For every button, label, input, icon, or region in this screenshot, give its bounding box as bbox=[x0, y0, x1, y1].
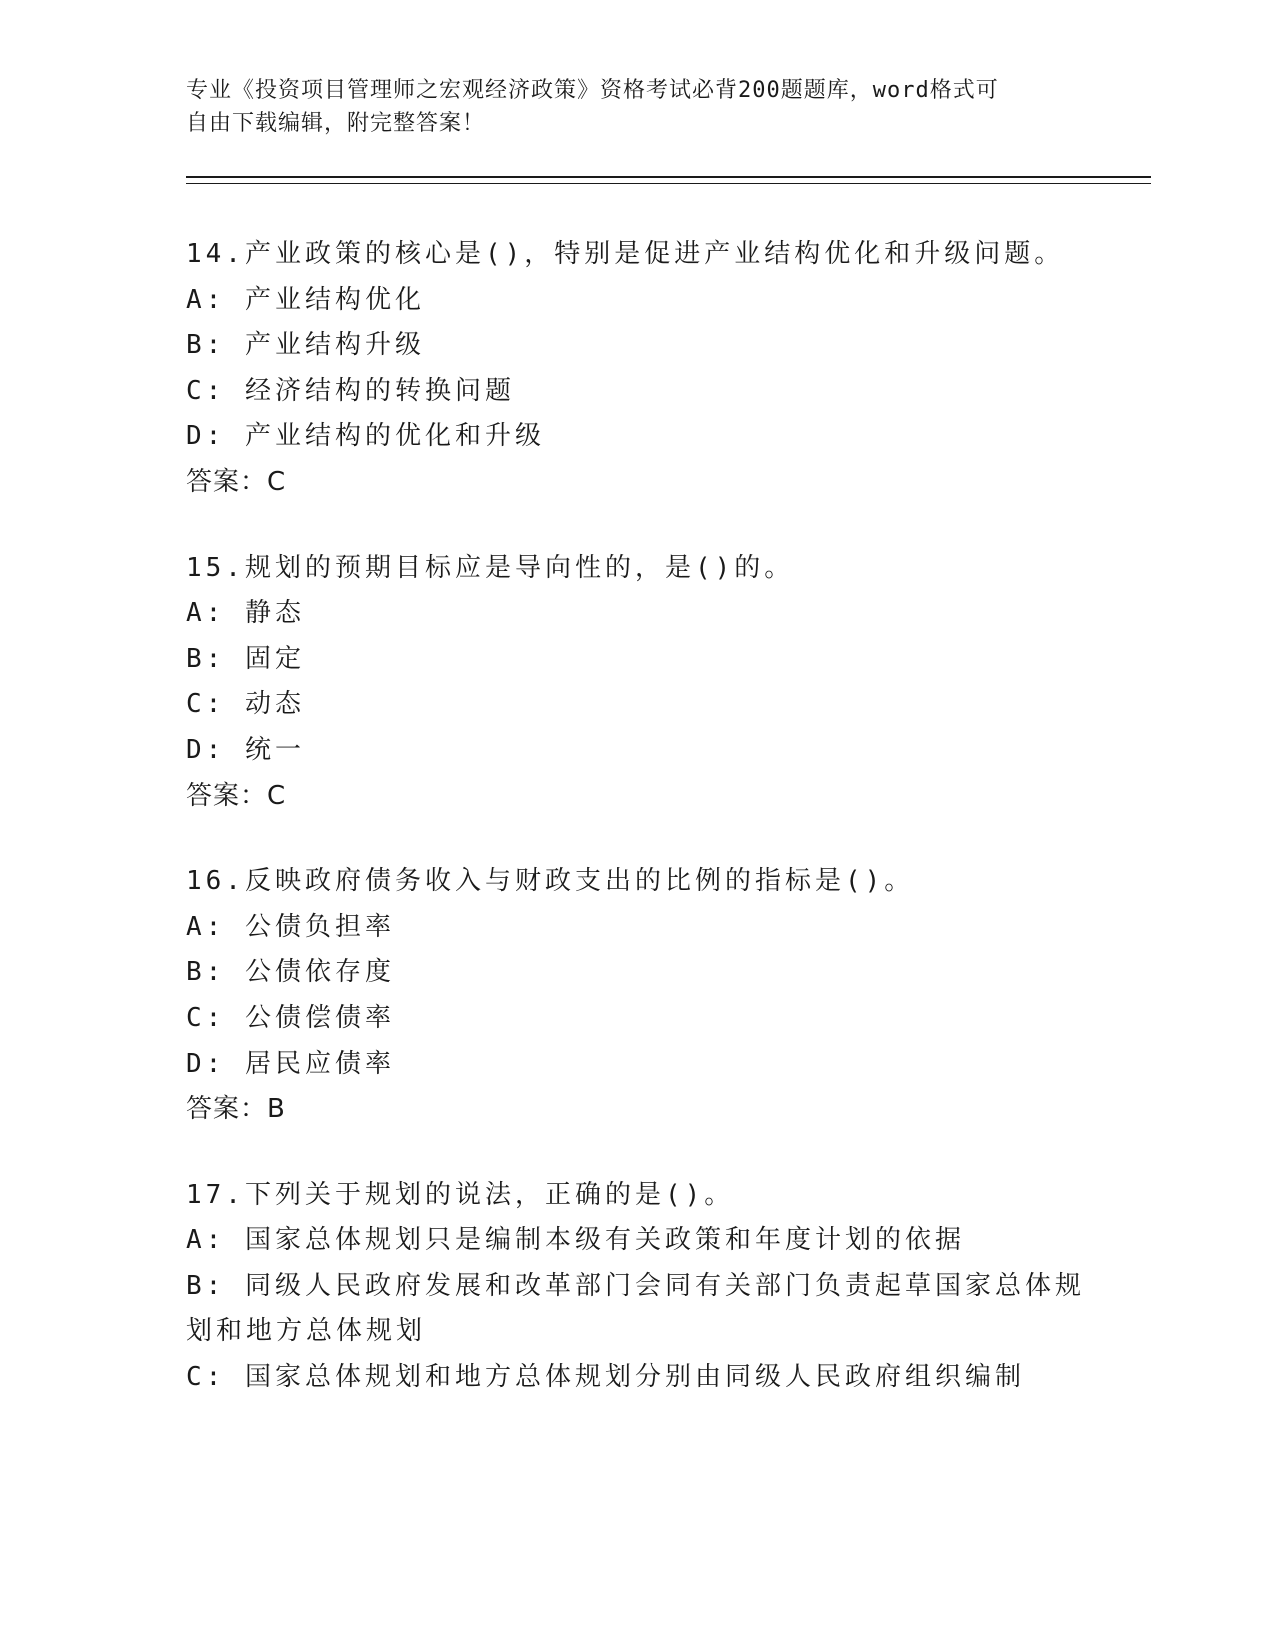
question-15 bbox=[186, 546, 1086, 820]
option-d: D: 统一 bbox=[186, 734, 305, 765]
question-14 bbox=[186, 232, 1086, 506]
option-a: A: 静态 bbox=[186, 598, 305, 629]
option-b: B: 固定 bbox=[186, 643, 305, 674]
option-a: A: 产业结构优化 bbox=[186, 284, 425, 315]
header-divider bbox=[186, 176, 1151, 184]
header-line-1: 专业《投资项目管理师之宏观经济政策》资格考试必背200题题库，word格式可 bbox=[186, 78, 999, 103]
option-c: C: 经济结构的转换问题 bbox=[186, 375, 515, 406]
option-d: D: 产业结构的优化和升级 bbox=[186, 421, 545, 452]
option-d: D: 居民应债率 bbox=[186, 1048, 395, 1079]
question-17 bbox=[186, 1173, 1086, 1401]
option-b: B: 公债依存度 bbox=[186, 957, 395, 988]
document-header bbox=[186, 74, 1086, 140]
question-text: 15.规划的预期目标应是导向性的，是()的。 bbox=[186, 552, 795, 583]
option-c: C: 公债偿债率 bbox=[186, 1002, 395, 1033]
answer: 答案：B bbox=[186, 1094, 286, 1125]
question-text: 16.反映政府债务收入与财政支出的比例的指标是()。 bbox=[186, 866, 915, 897]
answer: 答案：C bbox=[186, 780, 287, 811]
option-a: A: 国家总体规划只是编制本级有关政策和年度计划的依据 bbox=[186, 1225, 965, 1256]
option-b: B: 产业结构升级 bbox=[186, 330, 425, 361]
option-c: C: 动态 bbox=[186, 689, 305, 720]
option-b: B: 同级人民政府发展和改革部门会同有关部门负责起草国家总体规划和地方总体规划 bbox=[186, 1270, 1085, 1347]
answer: 答案：C bbox=[186, 466, 287, 497]
question-16 bbox=[186, 859, 1086, 1133]
header-line-2: 自由下载编辑，附完整答案！ bbox=[186, 111, 486, 136]
question-list bbox=[186, 232, 1086, 1441]
question-text: 17.下列关于规划的说法，正确的是()。 bbox=[186, 1179, 735, 1210]
question-text: 14.产业政策的核心是()，特别是促进产业结构优化和升级问题。 bbox=[186, 239, 1065, 269]
option-a: A: 公债负担率 bbox=[186, 911, 395, 942]
option-c: C: 国家总体规划和地方总体规划分别由同级人民政府组织编制 bbox=[186, 1362, 1025, 1393]
